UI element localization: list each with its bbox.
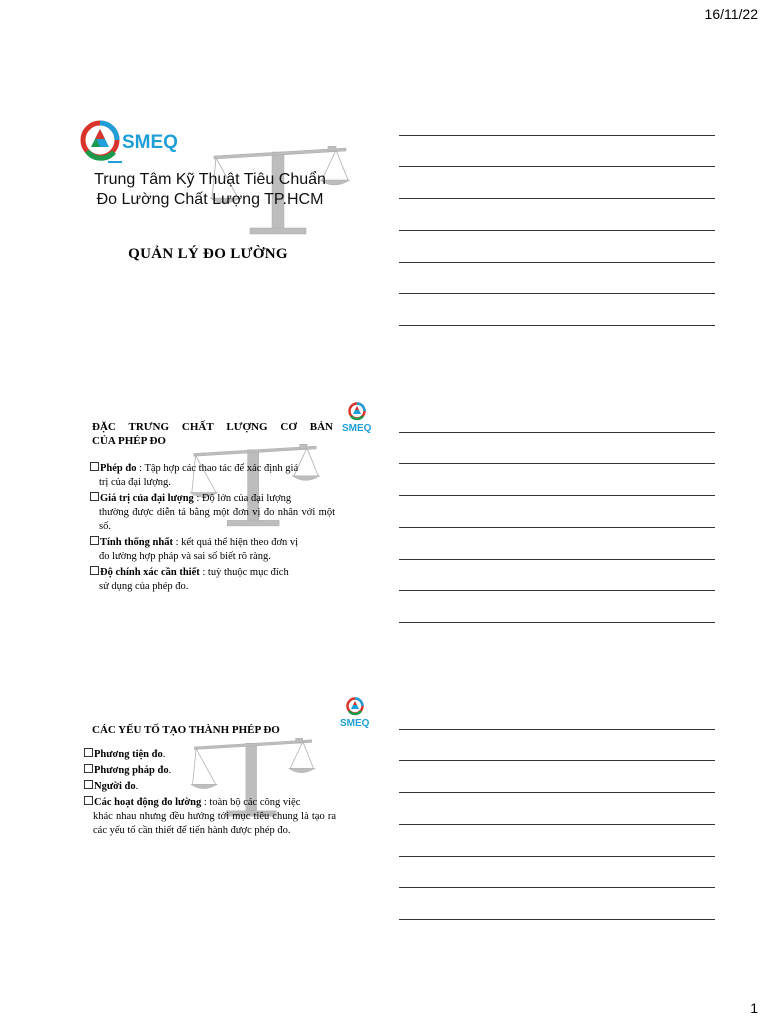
list-item [90, 462, 335, 490]
note-line [399, 824, 715, 825]
bullet-text-cont: đo lường hợp pháp và sai số biết rõ ràng. [99, 551, 271, 562]
checkbox-bullet-icon [90, 492, 99, 501]
slide-2 [70, 395, 370, 615]
bullet-text: Tập hợp các thao tác để xác định giá [144, 463, 299, 474]
note-line [399, 135, 715, 136]
list-item [84, 748, 336, 762]
bullet-text-cont: thường được diễn tả bằng một đơn vị đo nhân với một số. [99, 507, 335, 532]
note-line [399, 166, 715, 167]
note-line [399, 293, 715, 294]
checkbox-bullet-icon [84, 796, 93, 805]
bullet-text-cont: sử dụng của phép đo. [99, 581, 189, 592]
org-name-line-2: Đo Lường Chất Lượng TP.HCM [96, 191, 324, 208]
note-line [399, 559, 715, 560]
note-line [399, 760, 715, 761]
date-header: 16/11/22 [704, 6, 758, 22]
slide-title: QUẢN LÝ ĐO LƯỜNG [128, 246, 288, 262]
bullet-text-cont: khác nhau nhưng đều hướng tới mục tiêu chung là tạo ra các yếu tố cần thiết để tiến hành được phép đo. [93, 811, 336, 836]
note-line [399, 495, 715, 496]
bullet-separator: : [136, 463, 145, 474]
bullet-term: Phương tiện đo [94, 749, 163, 760]
bullet-text: . [168, 765, 172, 776]
bullet-separator: : [193, 493, 202, 504]
bullet-text: . [162, 749, 166, 760]
note-line [399, 262, 715, 263]
note-line [399, 230, 715, 231]
smeq-logo [78, 118, 188, 168]
bullet-term: Giá trị của đại lượng [100, 493, 194, 504]
bullet-text-cont: trị của đại lượng. [99, 477, 171, 488]
checkbox-bullet-icon [90, 462, 99, 471]
bullet-separator: : [172, 537, 182, 548]
bullet-separator: : [201, 797, 210, 808]
slide-title-line-1: ĐẶC TRƯNG CHẤT LƯỢNG CƠ BẢN [92, 421, 333, 433]
bullet-term: Các hoạt động đo lường [94, 797, 202, 808]
note-line [399, 325, 715, 326]
checkbox-bullet-icon [90, 566, 99, 575]
list-item [90, 492, 335, 534]
page-number: 1 [750, 1000, 758, 1016]
slide-title: CÁC YẾU TỐ TẠO THÀNH PHÉP ĐO [92, 724, 280, 736]
org-name-line-1: Trung Tâm Kỹ Thuật Tiêu Chuẩn [94, 171, 326, 188]
bullet-text: . [135, 781, 139, 792]
slide-title-line-2: CỦA PHÉP ĐO [92, 435, 166, 447]
bullet-term: Người đo [94, 781, 136, 792]
note-line [399, 729, 715, 730]
bullet-term: Tính thống nhất [100, 537, 173, 548]
checkbox-bullet-icon [90, 536, 99, 545]
bullet-term: Phương pháp đo [94, 765, 169, 776]
note-line [399, 198, 715, 199]
bullet-list [84, 748, 336, 840]
note-line [399, 887, 715, 888]
note-line [399, 590, 715, 591]
bullet-separator: : [199, 567, 208, 578]
bullet-text: tuỳ thuộc mục đích [207, 567, 289, 578]
slide-1 [70, 100, 370, 300]
bullet-list [90, 462, 335, 596]
smeq-logo-small [340, 696, 370, 730]
list-item [90, 536, 335, 564]
note-line [399, 856, 715, 857]
note-line [399, 622, 715, 623]
bullet-term: Phép đo [100, 463, 137, 474]
checkbox-bullet-icon [84, 748, 93, 757]
note-line [399, 463, 715, 464]
list-item [84, 780, 336, 794]
smeq-logo-small [342, 401, 372, 435]
list-item [90, 566, 335, 594]
list-item [84, 764, 336, 778]
bullet-text: kết quả thể hiện theo đơn vị [181, 537, 299, 548]
note-line [399, 919, 715, 920]
note-line [399, 792, 715, 793]
note-line [399, 527, 715, 528]
bullet-text: Độ lớn của đại lượng [201, 493, 292, 504]
checkbox-bullet-icon [84, 764, 93, 773]
bullet-text: toàn bộ các công việc [209, 797, 301, 808]
bullet-term: Độ chính xác cần thiết [100, 567, 200, 578]
checkbox-bullet-icon [84, 780, 93, 789]
list-item [84, 796, 336, 838]
note-line [399, 432, 715, 433]
slide-3 [70, 690, 370, 880]
